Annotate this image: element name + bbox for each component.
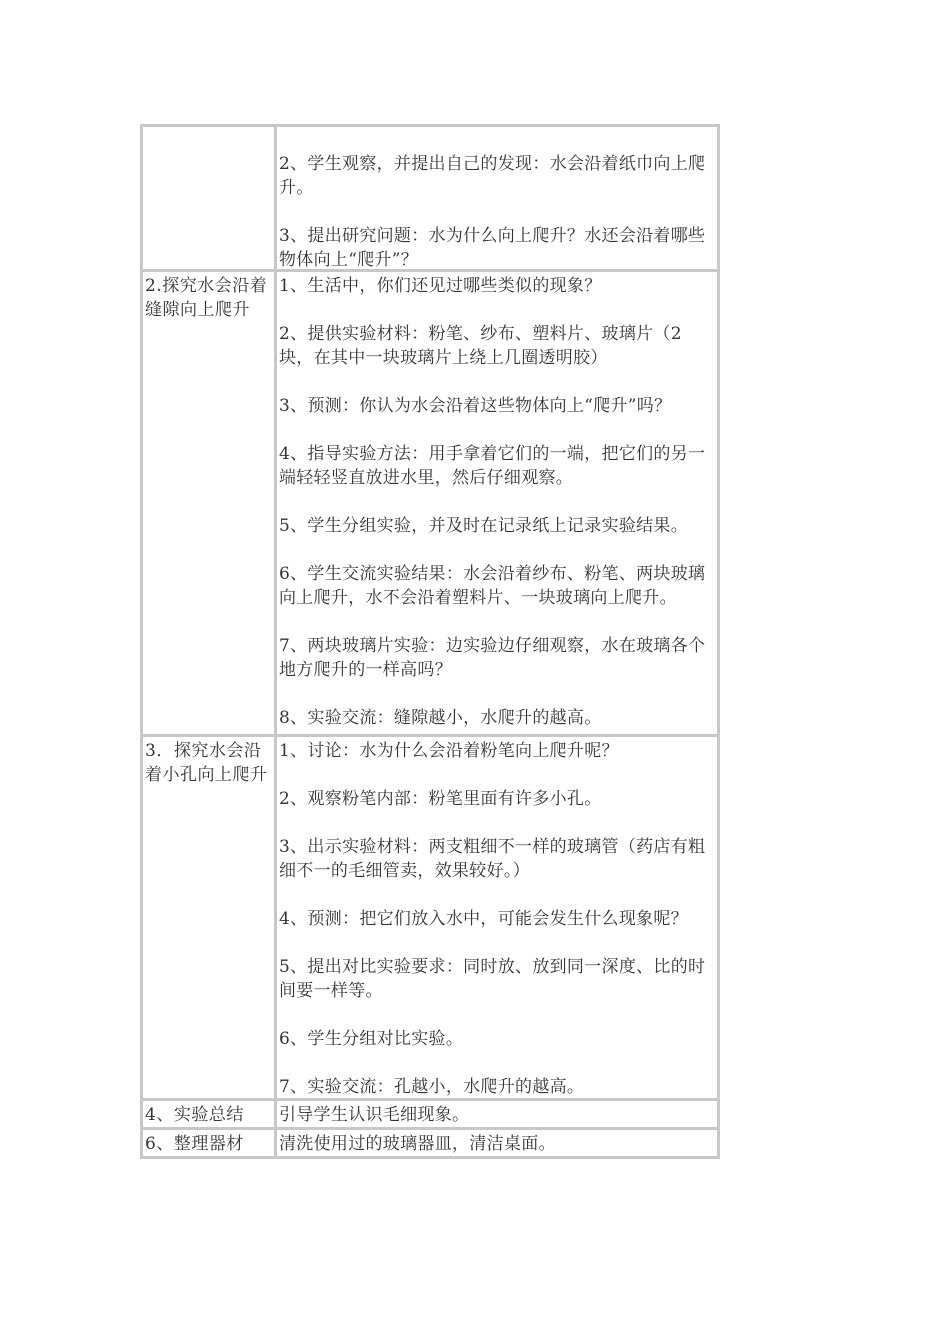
- step-paragraph: 3、提出研究问题：水为什么向上爬升？水还会沿着哪些物体向上“爬升”？: [279, 226, 706, 270]
- step-content-cell: [277, 1130, 717, 1156]
- step-label-cell: 2.探究水会沿着缝隙向上爬升: [143, 272, 277, 734]
- table-row: [143, 127, 717, 269]
- step-paragraph: 4、指导实验方法：用手拿着它们的一端，把它们的另一端轻轻竖直放进水里，然后仔细观察。: [279, 444, 706, 488]
- step-paragraph: 6、学生分组对比实验。: [279, 1029, 464, 1049]
- step-paragraph: 4、预测：把它们放入水中，可能会发生什么现象呢？: [279, 909, 689, 929]
- step-paragraph: 2、提供实验材料：粉笔、纱布、塑料片、玻璃片（2块，在其中一块玻璃片上绕上几圈透明胶）: [279, 324, 682, 368]
- step-paragraph: 8、实验交流：缝隙越小，水爬升的越高。: [279, 708, 602, 728]
- step-paragraph: 引导学生认识毛细现象。: [279, 1105, 470, 1125]
- table-row: [143, 1098, 717, 1127]
- step-content-cell: [277, 737, 717, 1098]
- step-paragraph: 2、观察粉笔内部：粉笔里面有许多小孔。: [279, 789, 602, 809]
- step-paragraph: 3、预测：你认为水会沿着这些物体向上“爬升”吗？: [279, 396, 672, 416]
- step-paragraph: 5、提出对比实验要求：同时放、放到同一深度、比的时间要一样等。: [279, 957, 706, 1001]
- table-row: [143, 734, 717, 1098]
- step-paragraph: 1、讨论：水为什么会沿着粉笔向上爬升呢？: [279, 741, 619, 761]
- step-paragraph: 1、生活中，你们还见过哪些类似的现象？: [279, 276, 602, 296]
- step-content-cell: [277, 272, 717, 734]
- step-paragraph: 5、学生分组实验，并及时在记录纸上记录实验结果。: [279, 516, 689, 536]
- step-label-cell: 3．探究水会沿着小孔向上爬升: [143, 737, 277, 1098]
- step-paragraph: 清洗使用过的玻璃器皿，清洁桌面。: [279, 1134, 556, 1154]
- step-paragraph: 7、两块玻璃片实验：边实验边仔细观察，水在玻璃各个地方爬升的一样高吗？: [279, 636, 706, 680]
- table-row: [143, 1127, 717, 1156]
- step-label-cell: [143, 127, 277, 269]
- step-label-cell: 4、实验总结: [143, 1101, 277, 1127]
- step-paragraph: 7、实验交流：孔越小，水爬升的越高。: [279, 1077, 585, 1097]
- lesson-plan-table: [140, 124, 720, 1159]
- step-label-cell: 6、整理器材: [143, 1130, 277, 1156]
- step-content-cell: [277, 1101, 717, 1127]
- step-content-cell: [277, 127, 717, 269]
- table-row: [143, 269, 717, 734]
- step-paragraph: 3、出示实验材料：两支粗细不一样的玻璃管（药店有粗细不一的毛细管卖，效果较好。）: [279, 837, 706, 881]
- step-paragraph: 2、学生观察，并提出自己的发现：水会沿着纸巾向上爬升。: [279, 154, 706, 198]
- step-paragraph: 6、学生交流实验结果：水会沿着纱布、粉笔、两块玻璃向上爬升，水不会沿着塑料片、一块玻璃向上爬升。: [279, 564, 706, 608]
